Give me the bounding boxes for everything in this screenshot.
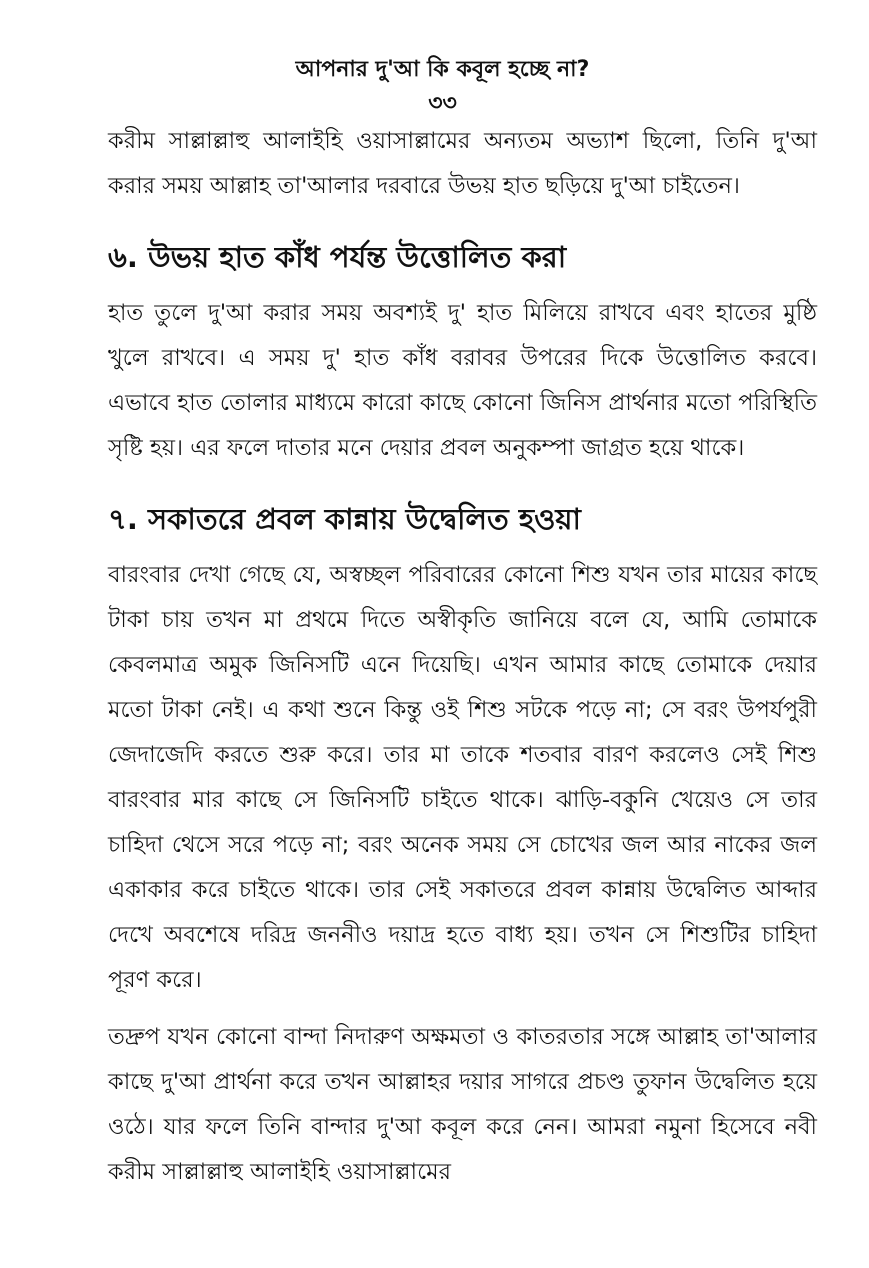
intro-paragraph: করীম সাল্লাল্লাহু আলাইহি ওয়াসাল্লামের অন্যতম অভ্যাশ ছিলো, তিনি দু'আ করার সময় আল্লাহ তা'আলার দরবারে উভয় হাত ছড়িয়ে দু'আ চাইতেন।	[108, 128, 817, 199]
page-number: ৩৩	[428, 91, 457, 116]
section-7-heading: ৭. সকাতরে প্রবল কান্নায় উদ্বেলিত হওয়া	[108, 502, 581, 536]
section-6-heading: ৬. উভয় হাত কাঁধ পর্যন্ত উত্তোলিত করা	[108, 240, 567, 274]
section-7-paragraph-1: বারংবার দেখা গেছে যে, অস্বচ্ছল পরিবারের কোনো শিশু যখন তার মায়ের কাছে টাকা চায় তখন মা প্রথমে দিতে অস্বীকৃতি জানিয়ে বলে যে, আমি তোমাকে কেবলমাত্র অমুক জিনিসটি এনে দিয়েছি। এখন আমার কাছে তোমাকে দেয়ার মতো টাকা নেই। এ কথা শুনে কিন্তু ওই শিশু সটকে পড়ে না; সে বরং উপর্যপুরী জেদাজেদি করতে শুরু করে। তার মা তাকে শতবার বারণ করলেও সেই শিশু বারংবার মার কাছে সে জিনিসটি চাইতে থাকে। ঝাড়ি-বকুনি খেয়েও সে তার চাহিদা থেসে সরে পড়ে না; বরং অনেক সময় সে চোখের জল আর নাকের জল একাকার করে চাইতে থাকে। তার সেই সকাতরে প্রবল কান্নায় উদ্বেলিত আব্দার দেখে অবশেষে দরিদ্র জননীও দয়াদ্র হতে বাধ্য হয়। তখন সে শিশুটির চাহিদা পূরণ করে।	[108, 562, 817, 993]
section-6-paragraph: হাত তুলে দু'আ করার সময় অবশ্যই দু' হাত মিলিয়ে রাখবে এবং হাতের মুষ্ঠি খুলে রাখবে। এ সময় দু' হাত কাঁধ বরাবর উপরের দিকে উত্তোলিত করবে। এভাবে হাত তোলার মাধ্যমে কারো কাছে কোনো জিনিস প্রার্থনার মতো পরিস্থিতি সৃষ্টি হয়। এর ফলে দাতার মনে দেয়ার প্রবল অনুকম্পা জাগ্রত হয়ে থাকে।	[108, 300, 817, 461]
section-7-paragraph-2: তদ্রুপ যখন কোনো বান্দা নিদারুণ অক্ষমতা ও কাতরতার সঙ্গে আল্লাহ তা'আলার কাছে দু'আ প্রার্থনা করে তখন আল্লাহর দয়ার সাগরে প্রচণ্ড তুফান উদ্বেলিত হয়ে ওঠে। যার ফলে তিনি বান্দার দু'আ কবূল করে নেন। আমরা নমুনা হিসেবে নবী করীম সাল্লাল্লাহু আলাইহি ওয়াসাল্লামের	[108, 1024, 817, 1185]
running-title: আপনার দু'আ কি কবূল হচ্ছে না?	[295, 57, 590, 82]
